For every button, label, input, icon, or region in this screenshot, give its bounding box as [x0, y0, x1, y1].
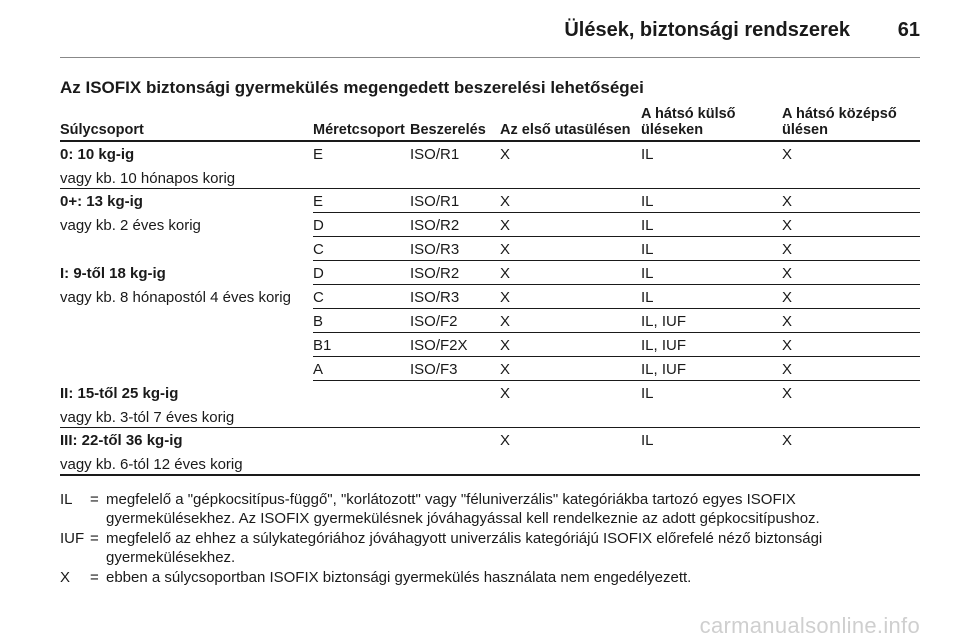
legend-item — [60, 529, 920, 567]
legend-text: megfelelő az ehhez a súlykategóriához jóváhagyott univerzális kategóriájú ISOFIX előrefelé néző biztonsági gyermekülésekhez. — [106, 530, 823, 566]
rear-center-cell: X — [782, 261, 920, 285]
size-class-cell: C — [313, 237, 410, 261]
table-row — [60, 381, 920, 428]
table-row — [60, 427, 920, 475]
size-class-cell — [313, 427, 410, 475]
weight-group-cell — [60, 381, 313, 428]
fixture-cell — [410, 381, 500, 428]
weight-group-title: 0+: 13 kg-ig — [60, 193, 143, 210]
rear-outer-cell: IL, IUF — [641, 333, 782, 357]
fixture-cell: ISO/F3 — [410, 357, 500, 381]
page-number: 61 — [897, 19, 920, 41]
table-row — [60, 141, 920, 189]
weight-group-cell — [60, 189, 313, 261]
weight-group-age: vagy kb. 8 hónapostól 4 éves korig — [60, 288, 291, 306]
rear-outer-cell: IL — [641, 285, 782, 309]
rear-outer-cell: IL — [641, 213, 782, 237]
size-class-cell: B — [313, 309, 410, 333]
legend-equals: = — [90, 491, 99, 508]
weight-group-title: 0: 10 kg-ig — [60, 146, 135, 163]
table-row — [60, 189, 920, 213]
rear-center-cell: X — [782, 333, 920, 357]
rear-center-cell: X — [782, 141, 920, 189]
legend — [60, 490, 920, 588]
fixture-cell: ISO/F2 — [410, 309, 500, 333]
legend-item — [60, 490, 920, 528]
rear-center-cell: X — [782, 427, 920, 475]
header-divider — [60, 57, 920, 58]
col-header-front-passenger: Az első utasülésen — [500, 106, 641, 141]
front-passenger-cell: X — [500, 285, 641, 309]
front-passenger-cell: X — [500, 427, 641, 475]
fixture-cell: ISO/R3 — [410, 237, 500, 261]
front-passenger-cell: X — [500, 309, 641, 333]
fixture-cell: ISO/R2 — [410, 261, 500, 285]
weight-group-title: II: 15-től 25 kg-ig — [60, 384, 179, 402]
size-class-cell: B1 — [313, 333, 410, 357]
rear-center-cell: X — [782, 213, 920, 237]
front-passenger-cell: X — [500, 237, 641, 261]
weight-group-cell — [60, 261, 313, 381]
weight-group-age: vagy kb. 3-tól 7 éves korig — [60, 408, 235, 426]
table-header-row — [60, 106, 920, 141]
rear-outer-cell: IL — [641, 189, 782, 213]
size-class-cell: D — [313, 213, 410, 237]
legend-equals: = — [90, 530, 99, 547]
isofix-table — [60, 106, 920, 476]
front-passenger-cell: X — [500, 381, 641, 428]
size-class-cell: E — [313, 189, 410, 213]
col-header-size-class: Méretcsoport — [313, 106, 410, 141]
fixture-cell: ISO/R2 — [410, 213, 500, 237]
size-class-cell: E — [313, 141, 410, 189]
legend-item — [60, 568, 920, 587]
size-class-cell — [313, 381, 410, 428]
fixture-cell: ISO/R1 — [410, 189, 500, 213]
rear-center-cell: X — [782, 285, 920, 309]
weight-group-cell — [60, 141, 313, 189]
front-passenger-cell: X — [500, 141, 641, 189]
col-header-weight-group: Súlycsoport — [60, 106, 313, 141]
front-passenger-cell: X — [500, 357, 641, 381]
size-class-cell: A — [313, 357, 410, 381]
weight-group-title: III: 22-től 36 kg-ig — [60, 431, 183, 449]
fixture-cell: ISO/F2X — [410, 333, 500, 357]
weight-group-age: vagy kb. 10 hónapos korig — [60, 170, 236, 187]
size-class-cell: C — [313, 285, 410, 309]
legend-key: X — [60, 569, 71, 586]
rear-outer-cell: IL — [641, 261, 782, 285]
rear-center-cell: X — [782, 237, 920, 261]
rear-outer-cell: IL — [641, 381, 782, 428]
col-header-fixture: Beszerelés — [410, 106, 500, 141]
col-header-rear-outer: A hátsó külső üléseken — [641, 106, 782, 141]
section-title: Az ISOFIX biztonsági gyermekülés megengedett beszerelési lehetőségei — [60, 78, 644, 97]
table-body — [60, 141, 920, 475]
weight-group-title: I: 9-től 18 kg-ig — [60, 264, 166, 282]
watermark: carmanualsonline.info — [699, 613, 920, 638]
legend-key: IL — [60, 491, 73, 508]
front-passenger-cell: X — [500, 213, 641, 237]
rear-center-cell: X — [782, 357, 920, 381]
fixture-cell: ISO/R3 — [410, 285, 500, 309]
page-header-title: Ülések, biztonsági rendszerek — [564, 19, 850, 41]
fixture-cell — [410, 427, 500, 475]
front-passenger-cell: X — [500, 189, 641, 213]
size-class-cell: D — [313, 261, 410, 285]
rear-center-cell: X — [782, 381, 920, 428]
col-header-rear-center: A hátsó középső ülésen — [782, 106, 920, 141]
rear-center-cell: X — [782, 189, 920, 213]
rear-outer-cell: IL — [641, 237, 782, 261]
weight-group-cell — [60, 427, 313, 475]
rear-outer-cell: IL — [641, 141, 782, 189]
weight-group-age: vagy kb. 6-tól 12 éves korig — [60, 455, 243, 473]
fixture-cell: ISO/R1 — [410, 141, 500, 189]
front-passenger-cell: X — [500, 261, 641, 285]
table-row — [60, 261, 920, 285]
legend-key: IUF — [60, 530, 85, 547]
legend-text: ebben a súlycsoportban ISOFIX biztonsági gyermekülés használata nem engedélyezett. — [106, 569, 692, 586]
rear-outer-cell: IL — [641, 427, 782, 475]
rear-outer-cell: IL, IUF — [641, 309, 782, 333]
front-passenger-cell: X — [500, 333, 641, 357]
rear-center-cell: X — [782, 309, 920, 333]
legend-text: megfelelő a "gépkocsitípus-függő", "korlátozott" vagy "féluniverzális" kategóriákba tartozó egyes ISOFIX gyermekülésekhez. Az ISOFIX gyermekülésnek jóváhagyással kell rendelkeznie az adott gépkocsitípushoz. — [106, 491, 820, 527]
weight-group-age: vagy kb. 2 éves korig — [60, 217, 201, 234]
rear-outer-cell: IL, IUF — [641, 357, 782, 381]
legend-equals: = — [90, 569, 99, 586]
